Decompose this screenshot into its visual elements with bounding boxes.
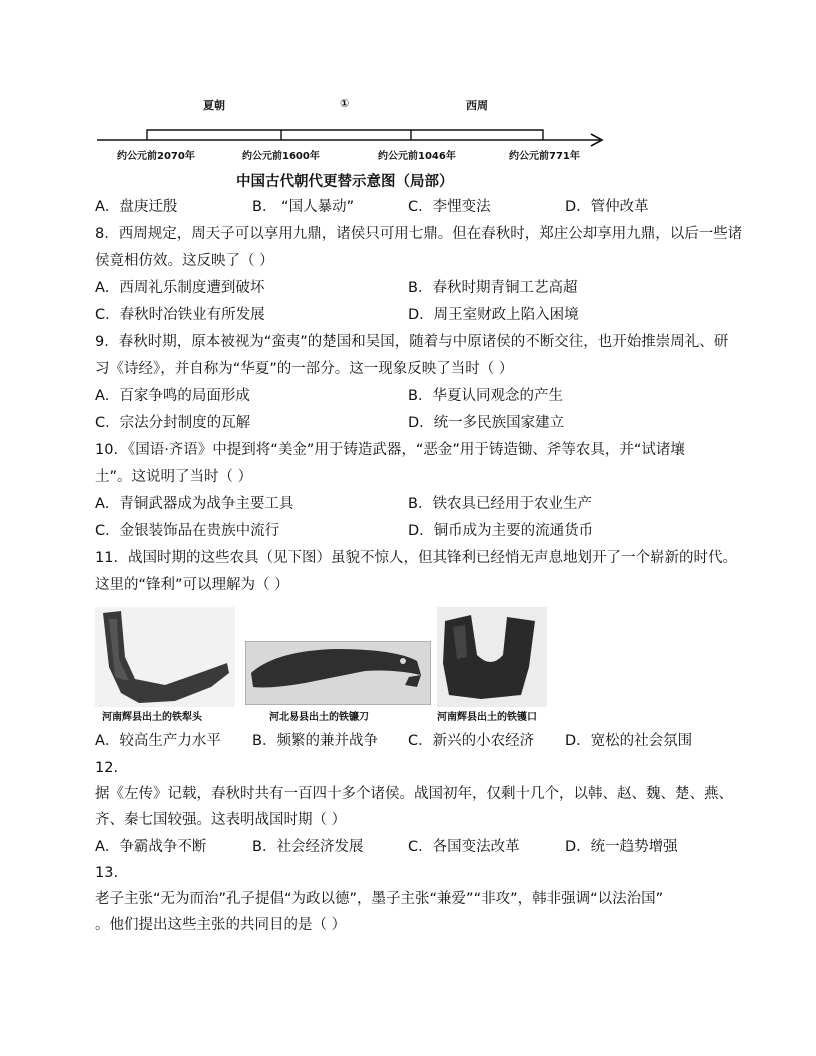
image-caption: 河北易县出土的铁镰刀 [269,712,369,723]
option-c: C．新兴的小农经济 [408,733,535,749]
iron-plowshare-image [95,607,235,707]
timeline-date: 约公元前771年 [509,151,580,162]
option-a: A．西周礼乐制度遭到破坏 [95,280,265,296]
option-a: A．青铜武器成为战争主要工具 [95,496,294,512]
question-text: 。他们提出这些主张的共同目的是（ ） [95,917,347,933]
option-a: A．争霸战争不断 [95,839,207,855]
option-d: D．周王室财政上陷入困境 [408,307,579,323]
option-c: C．各国变法改革 [408,839,520,855]
option-a: A．百家争鸣的局面形成 [95,388,250,404]
timeline-date: 约公元前1046年 [378,151,456,162]
image-caption: 河南辉县出土的铁犁头 [102,712,202,723]
image-caption: 河南辉县出土的铁镬口 [437,712,537,723]
question-text: 习《诗经》，并自称为“华夏”的一部分。这一现象反映了当时（ ） [95,361,514,377]
timeline-date: 约公元前1600年 [242,151,320,162]
option-c: C．金银装饰品在贵族中流行 [95,523,280,539]
timeline-caption: 中国古代朝代更替示意图（局部） [236,174,454,190]
option-c: C．李悝变法 [408,199,491,215]
question-text: 老子主张“无为而治”孔子提倡“为政以德”，墨子主张“兼爱”“非攻”，韩非强调“以法治国” [95,891,664,907]
option-d: D．统一多民族国家建立 [408,415,565,431]
option-a: A．较高生产力水平 [95,733,221,749]
question-text: 侯竟相仿效。这反映了（ ） [95,253,274,269]
option-d: D．统一趋势增强 [565,839,678,855]
iron-sickle-image [245,641,431,705]
option-b: B．频繁的兼并战争 [252,733,378,749]
question-text: 10．《国语·齐语》中提到将“美金”用于铸造武器，“恶金”用于铸造锄、斧等农具，并“试诸壤 [95,442,685,458]
option-c: C．春秋时冶铁业有所发展 [95,307,265,323]
question-number: 12. [95,760,119,776]
option-c: C．宗法分封制度的瓦解 [95,415,251,431]
timeline-label-placeholder: ① [340,97,350,110]
option-a: A．盘庚迁殷 [95,199,178,215]
question-text: 11．战国时期的这些农具（见下图）虽貌不惊人，但其锋利已经悄无声息地划开了一个崭新的时代。 [95,550,737,566]
option-b: B．铁农具已经用于农业生产 [408,496,592,512]
timeline-label-xia: 夏朝 [203,99,225,112]
question-text: 土”。这说明了当时（ ） [95,469,253,485]
option-d: D．管仲改革 [565,199,649,215]
iron-hoe-image [437,607,547,707]
option-d: D．铜币成为主要的流通货币 [408,523,594,539]
timeline-date: 约公元前2070年 [117,151,195,162]
option-b: B． “国人暴动” [252,199,355,215]
option-d: D．宽松的社会氛围 [565,733,693,749]
option-b: B．社会经济发展 [252,839,364,855]
question-text: 据《左传》记载，春秋时共有一百四十多个诸侯。战国初年，仅剩十几个，以韩、赵、魏、楚、燕、 [95,786,733,802]
question-text: 9．春秋时期，原本被视为“蛮夷”的楚国和吴国，随着与中原诸侯的不断交往，也开始推崇周礼、研 [95,334,729,350]
question-number: 13. [95,865,119,881]
question-text: 8．西周规定，周天子可以享用九鼎，诸侯只可用七鼎。但在春秋时，郑庄公却享用九鼎，以后一些诸 [95,226,743,242]
timeline-label-western-zhou: 西周 [466,99,488,112]
question-text: 这里的“锋利”可以理解为（ ） [95,577,289,593]
question-text: 齐、秦七国较强。这表明战国时期（ ） [95,812,347,828]
option-b: B．春秋时期青铜工艺高超 [408,280,578,296]
option-b: B．华夏认同观念的产生 [408,388,563,404]
